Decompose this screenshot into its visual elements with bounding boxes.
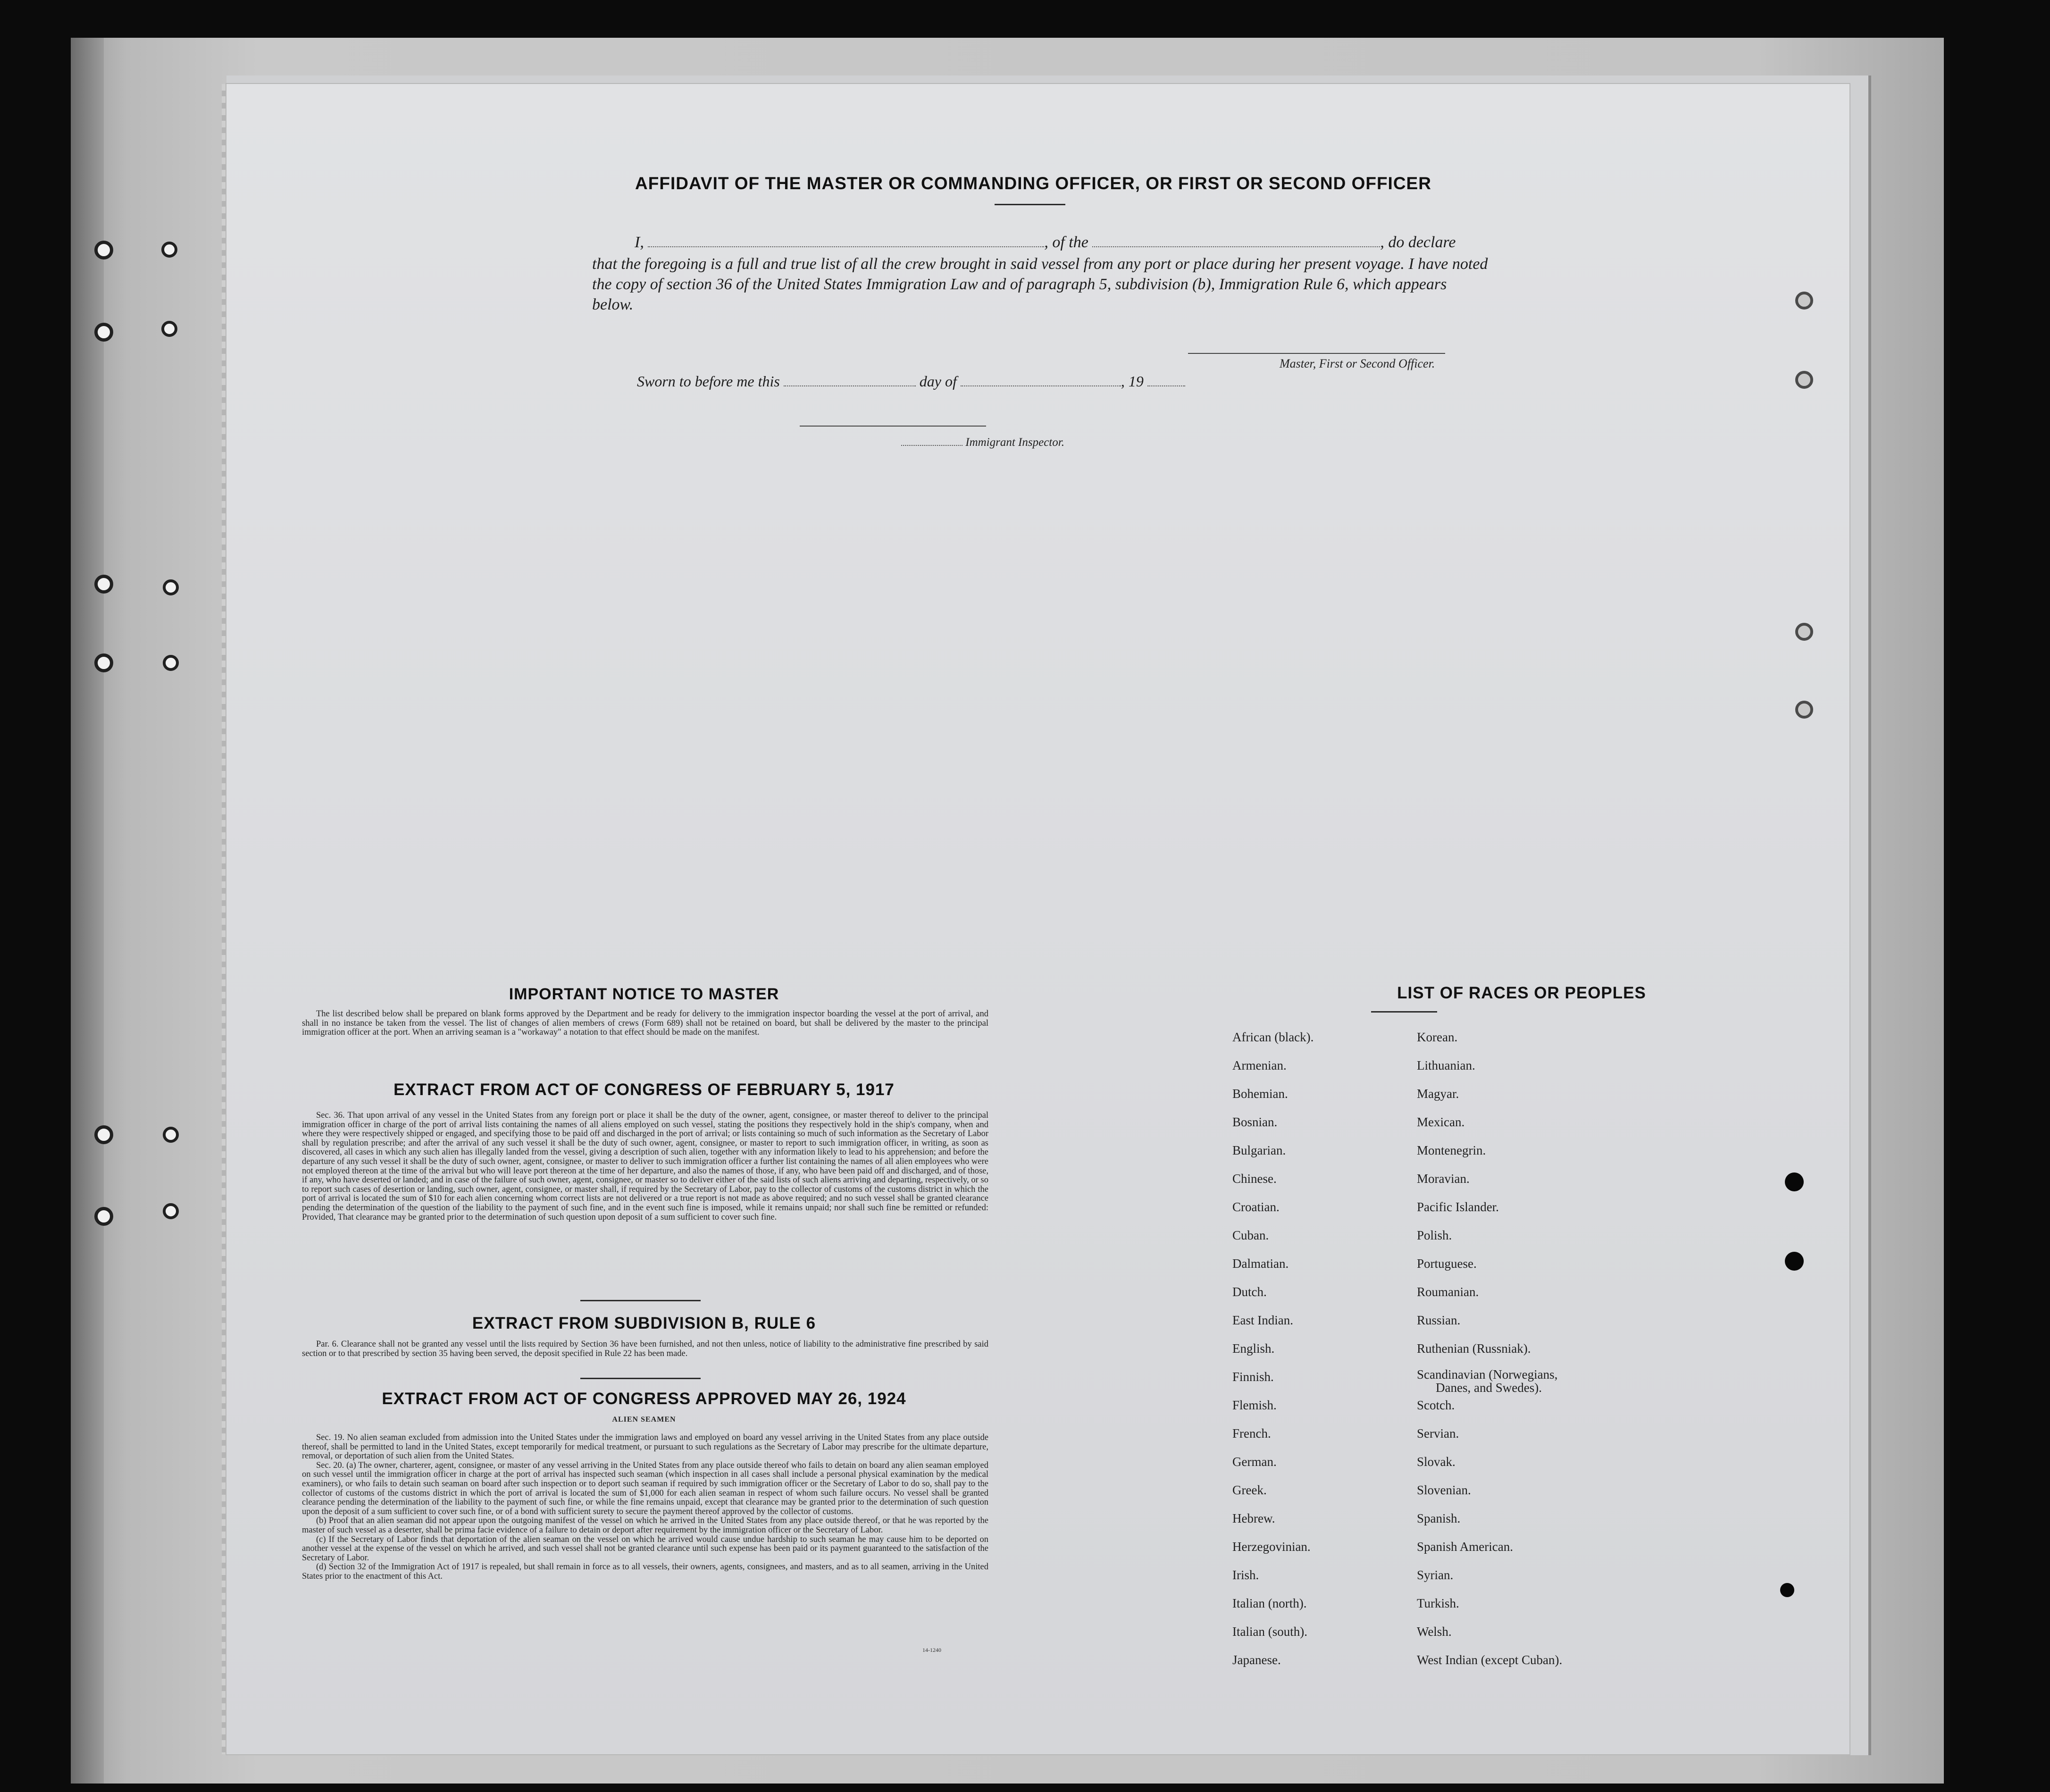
race-item: Cuban.	[1232, 1228, 1269, 1242]
punch-hole	[1795, 292, 1813, 310]
sec-20c-paragraph: (c) If the Secretary of Labor finds that deportation of the alien seaman on the vessel on which he arrived would cause undue hardship to such seaman he may cause him to be deported on another vessel at the expense of the vessel on which he arrived, and such vessel shall not be granted clearance until such expense has been paid or its payment guaranteed to the satisfaction of the Secretary of Labor.	[302, 1534, 988, 1563]
binder-hole	[163, 655, 179, 671]
inspector-blank	[901, 445, 962, 446]
binder-hole	[163, 1127, 179, 1143]
sec-20b-paragraph: (b) Proof that an alien seaman did not appear upon the outgoing manifest of the vessel on which he arrived in the United States from any place outside thereof, or that he was reported by the master of such vessel as a deserter, shall be prima facie evidence of a failure to detain or deport after requirement by the immigration officer or the Secretary of Labor.	[302, 1516, 988, 1535]
extract-rule6-text	[302, 1340, 988, 1358]
race-item: Dalmatian.	[1232, 1256, 1289, 1271]
punch-hole	[1795, 623, 1813, 641]
race-item: Polish.	[1417, 1228, 1452, 1242]
affidavit-of-the: , of the	[1044, 234, 1088, 251]
race-item: Pacific Islander.	[1417, 1200, 1499, 1214]
race-item: Slovak.	[1417, 1455, 1456, 1469]
position-blank[interactable]	[1092, 246, 1380, 247]
race-item: Bulgarian.	[1232, 1143, 1286, 1157]
inspector-caption-text: Immigrant Inspector.	[965, 436, 1064, 449]
race-item: African (black).	[1232, 1030, 1314, 1044]
binder-hole	[94, 575, 113, 594]
race-item: Scotch.	[1417, 1398, 1455, 1412]
race-item: English.	[1232, 1341, 1275, 1356]
race-item: Croatian.	[1232, 1200, 1280, 1214]
race-item: Armenian.	[1232, 1058, 1287, 1072]
master-signature-line[interactable]	[1188, 353, 1445, 354]
race-item: Spanish.	[1417, 1511, 1461, 1525]
affidavit-body: that the foregoing is a full and true list of all the crew brought in said vessel from any port or place during her present voyage. I have noted the copy of section 36 of the United States Immigration Law and of paragraph 5, subdivision (b), Immigration Rule 6, which appears below.	[592, 255, 1488, 313]
notice-paragraph: The list described below shall be prepared on blank forms approved by the Department and be ready for delivery to the immigration inspector boarding the vessel at the port of arrival, and shall in no instance be taken from the vessel. The list of changes of alien members of crews (Form 689) shall not be retained on board, but shall be delivered by the master to the principal immigration officer at the port. When an arriving seaman is a "workaway" a notation to that effect should be made on the manifest.	[302, 1009, 988, 1038]
binder-hole	[94, 323, 113, 342]
race-item: Japanese.	[1232, 1653, 1281, 1667]
race-item: Ruthenian (Russniak).	[1417, 1341, 1531, 1356]
form-number: 14-1240	[922, 1647, 941, 1653]
sec-19-paragraph: Sec. 19. No alien seaman excluded from admission into the United States under the immigration laws and employed on board any vessel arriving in the United States from any place outside thereof, shall be permitted to land in the United States, except temporarily for medical treatment, or pursuant to such regulations as the Secretary of Labor may prescribe for the ultimate departure, removal, or deportation of such alien from the United States.	[302, 1433, 988, 1461]
race-item: Bohemian.	[1232, 1087, 1288, 1101]
race-item: Korean.	[1417, 1030, 1458, 1044]
punch-hole	[1795, 701, 1813, 719]
race-item: Chinese.	[1232, 1172, 1277, 1186]
name-blank[interactable]	[648, 246, 1044, 247]
section-36-paragraph: Sec. 36. That upon arrival of any vessel in the United States from any foreign port or place it shall be the duty of the owner, agent, consignee, or master thereof to deliver to the principal immigration officer in charge of the port of arrival lists containing the names of all aliens employed on such vessel, stating the positions they respectively hold in the ship's company, when and where they were respectively shipped or engaged, and specifying those to be paid off and discharged in the port of arrival; or lists containing so much of such information as the Secretary of Labor shall by regulation prescribe; and after the arrival of any such vessel it shall be the duty of such owner, agent, consignee, or master to report to such immigration officer, in writing, as soon as discovered, all cases in which any such alien has illegally landed from the vessel, giving a description of such alien, together with any information likely to lead to his apprehension; and before the departure of any such vessel it shall be the duty of such owner, agent, consignee, or master to deliver to such immigration officer a further list containing the names of all alien employees who were not employed thereon at the time of the arrival but who will leave port thereon at the time of her departure, and also the names of those, if any, who have been paid off and discharged, and of those, if any, who have deserted or landed; and in case of the failure of such owner, agent, consignee, or master so to deliver either of the said lists of such aliens arriving and departing, respectively, or so to report such cases of desertion or landing, such owner, agent, consignee, or master shall, if required by the Secretary of Labor, pay to the collector of customs of the customs district in which the port of arrival is located the sum of $10 for each alien concerning whom correct lists are not delivered or a true report is not made as above required; and no such vessel shall be granted clearance pending the determination of the question of the liability to the payment of such fine, and in the event such fine is imposed, while it remains unpaid; nor shall such fine be remitted or refunded: Provided, That clearance may be granted prior to the determination of such question upon deposit of a sum sufficient to cover such fine.	[302, 1111, 988, 1222]
race-item: Finnish.	[1232, 1370, 1274, 1384]
binder-hole	[163, 579, 179, 595]
race-item: Flemish.	[1232, 1398, 1277, 1412]
affidavit-title: AFFIDAVIT OF THE MASTER OR COMMANDING OFFICER, OR FIRST OR SECOND OFFICER	[635, 174, 1431, 193]
race-item: Italian (south).	[1232, 1625, 1307, 1639]
races-title-rule	[1371, 1011, 1437, 1013]
race-item: Magyar.	[1417, 1087, 1459, 1101]
binder-hole	[94, 241, 113, 260]
inspector-signature-line[interactable]	[800, 426, 986, 427]
punch-hole	[1785, 1172, 1804, 1191]
race-item: Roumanian.	[1417, 1285, 1479, 1299]
race-item: Welsh.	[1417, 1625, 1452, 1639]
sworn-day-blank[interactable]	[784, 385, 916, 386]
race-item: Slovenian.	[1417, 1483, 1471, 1497]
race-item: Mexican.	[1417, 1115, 1465, 1129]
extract-1917-title: EXTRACT FROM ACT OF CONGRESS OF FEBRUARY 5, 1917	[393, 1080, 895, 1099]
sworn-year: , 19	[1121, 373, 1144, 390]
race-item: Russian.	[1417, 1313, 1461, 1327]
notice-text	[302, 1010, 988, 1038]
race-item: Turkish.	[1417, 1596, 1459, 1610]
race-item: Dutch.	[1232, 1285, 1267, 1299]
races-title: LIST OF RACES OR PEOPLES	[1397, 984, 1646, 1002]
race-item: German.	[1232, 1455, 1277, 1469]
binder-hole	[163, 1203, 179, 1219]
race-item: Syrian.	[1417, 1568, 1454, 1582]
binder-strip	[71, 38, 104, 1784]
section-rule	[580, 1378, 701, 1379]
race-item: Lithuanian.	[1417, 1058, 1475, 1072]
affidavit-i: I,	[635, 234, 644, 251]
race-item: Greek.	[1232, 1483, 1267, 1497]
sworn-day-of: day of	[919, 373, 957, 390]
title-rule	[995, 204, 1065, 205]
sworn-year-blank[interactable]	[1147, 385, 1185, 386]
binder-hole	[94, 1125, 113, 1144]
race-item: East Indian.	[1232, 1313, 1293, 1327]
extract-1924-text	[302, 1433, 988, 1582]
section-rule	[580, 1300, 701, 1301]
races-left-column	[1232, 1029, 1314, 1680]
race-item: Montenegrin.	[1417, 1143, 1486, 1157]
race-item: Portuguese.	[1417, 1256, 1477, 1271]
sec-20d-paragraph: (d) Section 32 of the Immigration Act of 1917 is repealed, but shall remain in force as to all vessels, their owners, agents, consignees, and masters, and as to all seamen, arriving in the United States prior to the enactment of this Act.	[302, 1562, 988, 1581]
notice-title: IMPORTANT NOTICE TO MASTER	[509, 985, 779, 1003]
race-item: French.	[1232, 1426, 1271, 1440]
extract-1917-text	[302, 1111, 988, 1222]
sworn-month-blank[interactable]	[961, 385, 1121, 386]
race-item: Italian (north).	[1232, 1596, 1307, 1610]
extract-1924-title: EXTRACT FROM ACT OF CONGRESS APPROVED MAY 26, 1924	[382, 1390, 906, 1408]
sworn-prefix: Sworn to before me this	[637, 373, 780, 390]
race-item: Hebrew.	[1232, 1511, 1275, 1525]
race-item: Spanish American.	[1417, 1540, 1513, 1554]
race-item: Servian.	[1417, 1426, 1459, 1440]
par-6-paragraph: Par. 6. Clearance shall not be granted any vessel until the lists required by Section 36 have been furnished, and not then unless, notice of liability to the administrative fine prescribed by said section or to that prescribed by section 35 having been served, the deposit specified in Rule 22 has been made.	[302, 1340, 988, 1358]
binder-hole	[94, 1207, 113, 1226]
race-item: West Indian (except Cuban).	[1417, 1653, 1563, 1667]
punch-hole	[1785, 1252, 1804, 1271]
race-item: Moravian.	[1417, 1172, 1470, 1186]
sworn-line	[637, 373, 1250, 390]
extract-rule6-title: EXTRACT FROM SUBDIVISION B, RULE 6	[472, 1314, 816, 1332]
race-item: Danes, and Swedes).	[1436, 1381, 1542, 1395]
inspector-caption	[901, 436, 1064, 449]
race-item: Bosnian.	[1232, 1115, 1278, 1129]
sec-20a-paragraph: Sec. 20. (a) The owner, charterer, agent, consignee, or master of any vessel arriving in the United States from any place outside thereof who fails to detain on board any alien seaman employed on such vessel until the immigration officer in charge at the port of arrival has inspected such seaman (which inspection in all cases shall include a personal physical examination by the medical examiners), or who fails to detain such seaman on board after such inspection or to deport such seaman if required by such immigration officer or the Secretary of Labor to do so, shall pay to the collector of customs of the customs district in which the port of arrival is located the sum of $1,000 for each alien seaman in respect of whom such failure occurs. No vessel shall be granted clearance pending the determination of the liability to the payment of such fine, or while the fine remains unpaid, except that clearance may be granted prior to the determination of such question upon the deposit of a sum sufficient to cover such fine, or of a bond with sufficient surety to secure the payment thereof approved by the collector of customs.	[302, 1460, 988, 1516]
alien-seamen-subtitle: ALIEN SEAMEN	[612, 1415, 676, 1424]
punch-hole	[1780, 1583, 1794, 1597]
binder-hole	[94, 653, 113, 672]
binder-hole	[161, 321, 177, 337]
races-right-column	[1417, 1029, 1562, 1680]
race-item: Irish.	[1232, 1568, 1259, 1582]
affidavit-declaration-line	[635, 234, 1489, 251]
master-caption: Master, First or Second Officer.	[1280, 357, 1435, 370]
affidavit-do-declare: , do declare	[1380, 234, 1456, 251]
punch-hole	[1795, 371, 1813, 389]
binder-hole	[161, 242, 177, 258]
race-item: Herzegovinian.	[1232, 1540, 1311, 1554]
race-item: Scandinavian (Norwegians,	[1417, 1367, 1558, 1382]
